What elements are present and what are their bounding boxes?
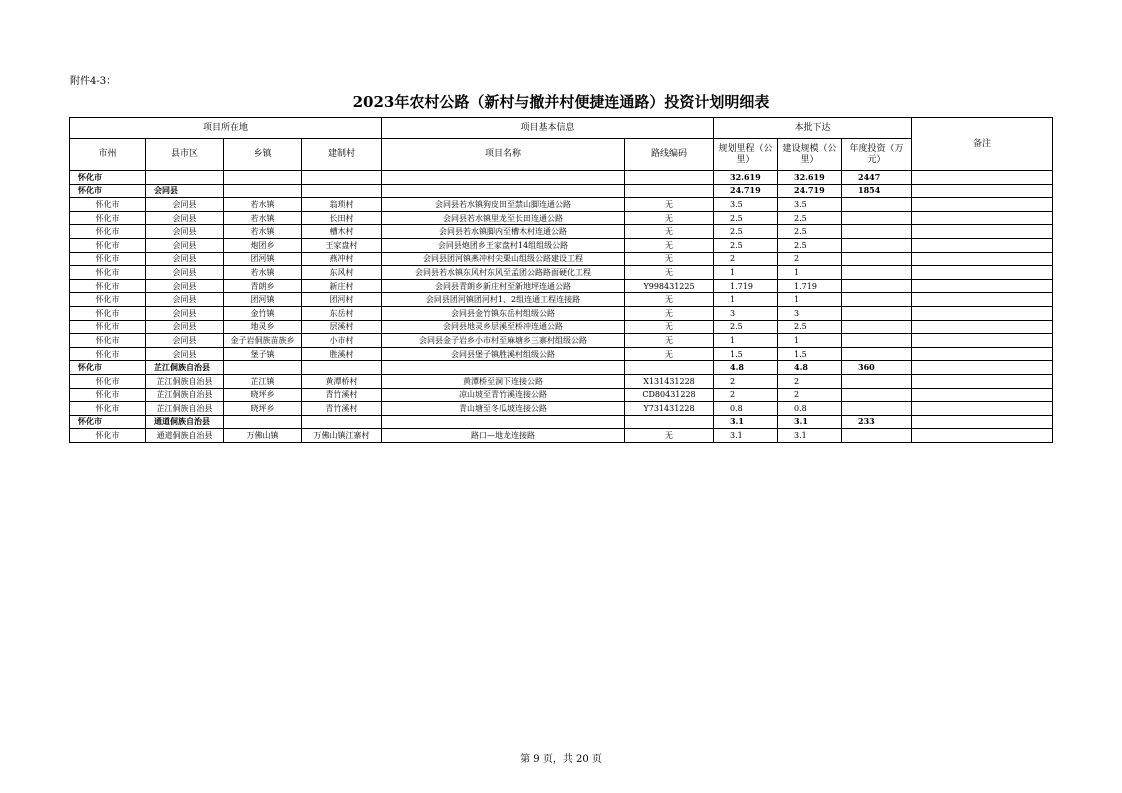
cell-project: 会同县若水镇狗皮田至禁山脚连通公路 bbox=[382, 198, 625, 212]
cell-scale: 3 bbox=[778, 306, 842, 320]
cell-scale: 24.719 bbox=[778, 184, 842, 198]
cell-code: 无 bbox=[625, 306, 714, 320]
cell-remark bbox=[912, 279, 1053, 293]
cell-project: 会同县若水镇里龙至长田连通公路 bbox=[382, 211, 625, 225]
cell-county: 会同县 bbox=[146, 252, 224, 266]
cell-scale: 2.5 bbox=[778, 238, 842, 252]
cell-invest bbox=[842, 429, 912, 443]
cell-invest bbox=[842, 198, 912, 212]
cell-town: 金竹镇 bbox=[224, 306, 302, 320]
cell-planned: 2 bbox=[714, 252, 778, 266]
cell-remark bbox=[912, 388, 1053, 402]
cell-city: 怀化市 bbox=[70, 198, 146, 212]
cell-code: 无 bbox=[625, 347, 714, 361]
cell-code: 无 bbox=[625, 320, 714, 334]
cell-remark bbox=[912, 238, 1053, 252]
cell-village bbox=[302, 171, 382, 185]
cell-invest: 360 bbox=[842, 361, 912, 375]
table-row bbox=[70, 388, 1053, 402]
cell-planned: 2.5 bbox=[714, 238, 778, 252]
table-row bbox=[70, 347, 1053, 361]
header-location: 项目所在地 bbox=[70, 118, 382, 139]
cell-remark bbox=[912, 171, 1053, 185]
header-county: 县市区 bbox=[146, 139, 224, 171]
header-project-info: 项目基本信息 bbox=[382, 118, 714, 139]
cell-planned: 1 bbox=[714, 293, 778, 307]
cell-code: 无 bbox=[625, 211, 714, 225]
cell-county: 芷江侗族自治县 bbox=[146, 402, 224, 416]
header-project-name: 项目名称 bbox=[382, 139, 625, 171]
cell-county: 通道侗族自治县 bbox=[146, 429, 224, 443]
subtotal-row bbox=[70, 415, 1053, 429]
cell-town: 地灵乡 bbox=[224, 320, 302, 334]
cell-village: 层溪村 bbox=[302, 320, 382, 334]
cell-project: 会同县团河镇团河村1、2组连通工程连接路 bbox=[382, 293, 625, 307]
cell-city: 怀化市 bbox=[70, 252, 146, 266]
cell-town bbox=[224, 361, 302, 375]
cell-scale: 3.1 bbox=[778, 415, 842, 429]
cell-code: 无 bbox=[625, 334, 714, 348]
cell-planned: 32.619 bbox=[714, 171, 778, 185]
cell-project: 会同县地灵乡层溪至桥冲连通公路 bbox=[382, 320, 625, 334]
header-planned-mileage: 规划里程（公里） bbox=[714, 139, 778, 171]
cell-scale: 1.5 bbox=[778, 347, 842, 361]
cell-village: 胜溪村 bbox=[302, 347, 382, 361]
cell-scale: 1 bbox=[778, 266, 842, 280]
cell-project: 黄潭桥至洞下连接公路 bbox=[382, 374, 625, 388]
table-row bbox=[70, 279, 1053, 293]
cell-invest: 2447 bbox=[842, 171, 912, 185]
cell-project bbox=[382, 171, 625, 185]
cell-city: 怀化市 bbox=[70, 293, 146, 307]
header-annual-investment: 年度投资（万元） bbox=[842, 139, 912, 171]
cell-invest bbox=[842, 225, 912, 239]
cell-town: 若水镇 bbox=[224, 198, 302, 212]
cell-planned: 0.8 bbox=[714, 402, 778, 416]
cell-town: 若水镇 bbox=[224, 266, 302, 280]
cell-county: 会同县 bbox=[146, 225, 224, 239]
cell-scale: 1.719 bbox=[778, 279, 842, 293]
cell-city: 怀化市 bbox=[70, 225, 146, 239]
cell-invest bbox=[842, 252, 912, 266]
cell-scale: 1 bbox=[778, 334, 842, 348]
cell-remark bbox=[912, 198, 1053, 212]
cell-town: 团河镇 bbox=[224, 293, 302, 307]
cell-scale: 0.8 bbox=[778, 402, 842, 416]
cell-city: 怀化市 bbox=[70, 347, 146, 361]
cell-county: 会同县 bbox=[146, 184, 224, 198]
cell-county: 会同县 bbox=[146, 198, 224, 212]
cell-city: 怀化市 bbox=[70, 415, 146, 429]
cell-planned: 1 bbox=[714, 266, 778, 280]
cell-code bbox=[625, 361, 714, 375]
cell-scale: 3.5 bbox=[778, 198, 842, 212]
cell-project: 青山塘至冬瓜坡连接公路 bbox=[382, 402, 625, 416]
cell-invest: 233 bbox=[842, 415, 912, 429]
cell-invest bbox=[842, 320, 912, 334]
cell-remark bbox=[912, 347, 1053, 361]
cell-code: Y998431225 bbox=[625, 279, 714, 293]
cell-town: 芷江镇 bbox=[224, 374, 302, 388]
cell-county: 会同县 bbox=[146, 334, 224, 348]
table-row bbox=[70, 238, 1053, 252]
table-row bbox=[70, 374, 1053, 388]
cell-county: 芷江侗族自治县 bbox=[146, 361, 224, 375]
cell-remark bbox=[912, 429, 1053, 443]
cell-village: 万佛山镇江寨村 bbox=[302, 429, 382, 443]
table-row bbox=[70, 266, 1053, 280]
cell-city: 怀化市 bbox=[70, 279, 146, 293]
cell-town bbox=[224, 171, 302, 185]
cell-town: 团河镇 bbox=[224, 252, 302, 266]
cell-village bbox=[302, 184, 382, 198]
cell-project: 会同县青朗乡新庄村至新地坪连通公路 bbox=[382, 279, 625, 293]
cell-planned: 3.5 bbox=[714, 198, 778, 212]
page-title: 2023年农村公路（新村与撤并村便捷连通路）投资计划明细表 bbox=[352, 93, 770, 111]
cell-village bbox=[302, 415, 382, 429]
cell-town: 堡子镇 bbox=[224, 347, 302, 361]
cell-code: 无 bbox=[625, 266, 714, 280]
cell-planned: 3 bbox=[714, 306, 778, 320]
cell-code: 无 bbox=[625, 198, 714, 212]
cell-project bbox=[382, 184, 625, 198]
table-row bbox=[70, 293, 1053, 307]
cell-planned: 24.719 bbox=[714, 184, 778, 198]
cell-county: 会同县 bbox=[146, 211, 224, 225]
cell-code: X131431228 bbox=[625, 374, 714, 388]
cell-remark bbox=[912, 184, 1053, 198]
cell-scale: 2.5 bbox=[778, 225, 842, 239]
cell-remark bbox=[912, 361, 1053, 375]
cell-town: 若水镇 bbox=[224, 225, 302, 239]
header-batch: 本批下达 bbox=[714, 118, 912, 139]
cell-county: 芷江侗族自治县 bbox=[146, 388, 224, 402]
cell-county: 通道侗族自治县 bbox=[146, 415, 224, 429]
cell-remark bbox=[912, 334, 1053, 348]
cell-city: 怀化市 bbox=[70, 374, 146, 388]
cell-county: 会同县 bbox=[146, 238, 224, 252]
cell-invest bbox=[842, 402, 912, 416]
cell-project: 会同县团河镇燕冲村尖栗山组级公路建设工程 bbox=[382, 252, 625, 266]
cell-scale: 32.619 bbox=[778, 171, 842, 185]
cell-county: 会同县 bbox=[146, 320, 224, 334]
cell-code: 无 bbox=[625, 252, 714, 266]
cell-invest bbox=[842, 347, 912, 361]
cell-village: 槽木村 bbox=[302, 225, 382, 239]
cell-invest bbox=[842, 334, 912, 348]
cell-village: 团河村 bbox=[302, 293, 382, 307]
cell-city: 怀化市 bbox=[70, 306, 146, 320]
cell-county: 芷江侗族自治县 bbox=[146, 374, 224, 388]
cell-code: 无 bbox=[625, 238, 714, 252]
cell-planned: 2 bbox=[714, 388, 778, 402]
cell-scale: 4.8 bbox=[778, 361, 842, 375]
cell-code bbox=[625, 171, 714, 185]
cell-town bbox=[224, 415, 302, 429]
cell-project: 会同县堡子镇胜溪村组级公路 bbox=[382, 347, 625, 361]
cell-village: 黄潭桥村 bbox=[302, 374, 382, 388]
subtotal-row bbox=[70, 184, 1053, 198]
cell-county: 会同县 bbox=[146, 306, 224, 320]
cell-remark bbox=[912, 252, 1053, 266]
cell-scale: 1 bbox=[778, 293, 842, 307]
cell-remark bbox=[912, 374, 1053, 388]
cell-code: Y731431228 bbox=[625, 402, 714, 416]
cell-remark bbox=[912, 320, 1053, 334]
cell-remark bbox=[912, 211, 1053, 225]
cell-county: 会同县 bbox=[146, 279, 224, 293]
cell-invest bbox=[842, 374, 912, 388]
cell-village bbox=[302, 361, 382, 375]
cell-code: 无 bbox=[625, 429, 714, 443]
header-city: 市州 bbox=[70, 139, 146, 171]
cell-planned: 3.1 bbox=[714, 429, 778, 443]
header-town: 乡镇 bbox=[224, 139, 302, 171]
cell-town: 若水镇 bbox=[224, 211, 302, 225]
cell-code: 无 bbox=[625, 225, 714, 239]
cell-city: 怀化市 bbox=[70, 266, 146, 280]
table-row bbox=[70, 306, 1053, 320]
cell-county: 会同县 bbox=[146, 347, 224, 361]
cell-remark bbox=[912, 225, 1053, 239]
cell-village: 小市村 bbox=[302, 334, 382, 348]
cell-project: 会同县炮团乡王家盘村14组组级公路 bbox=[382, 238, 625, 252]
cell-project bbox=[382, 361, 625, 375]
cell-town: 金子岩侗族苗族乡 bbox=[224, 334, 302, 348]
cell-town: 晓坪乡 bbox=[224, 402, 302, 416]
header-construction-scale: 建设规模（公里） bbox=[778, 139, 842, 171]
cell-town bbox=[224, 184, 302, 198]
table-row bbox=[70, 402, 1053, 416]
cell-planned: 1.719 bbox=[714, 279, 778, 293]
cell-village: 长田村 bbox=[302, 211, 382, 225]
cell-project: 凉山坡至青竹溪连接公路 bbox=[382, 388, 625, 402]
cell-town: 青朗乡 bbox=[224, 279, 302, 293]
cell-town: 炮团乡 bbox=[224, 238, 302, 252]
table-body bbox=[70, 171, 1053, 443]
cell-invest bbox=[842, 211, 912, 225]
attachment-label: 附件4-3： bbox=[70, 76, 117, 87]
cell-village: 青竹溪村 bbox=[302, 402, 382, 416]
cell-planned: 2 bbox=[714, 374, 778, 388]
cell-invest bbox=[842, 306, 912, 320]
cell-code bbox=[625, 415, 714, 429]
cell-remark bbox=[912, 306, 1053, 320]
investment-table bbox=[69, 117, 1053, 443]
cell-remark bbox=[912, 293, 1053, 307]
cell-invest bbox=[842, 388, 912, 402]
cell-remark bbox=[912, 402, 1053, 416]
cell-project: 会同县金竹镇东岳村组级公路 bbox=[382, 306, 625, 320]
cell-invest: 1854 bbox=[842, 184, 912, 198]
cell-city: 怀化市 bbox=[70, 171, 146, 185]
cell-village: 燕冲村 bbox=[302, 252, 382, 266]
cell-village: 东岳村 bbox=[302, 306, 382, 320]
cell-invest bbox=[842, 293, 912, 307]
cell-project: 路口—地龙连接路 bbox=[382, 429, 625, 443]
table-row bbox=[70, 211, 1053, 225]
cell-city: 怀化市 bbox=[70, 361, 146, 375]
cell-city: 怀化市 bbox=[70, 320, 146, 334]
cell-scale: 2 bbox=[778, 388, 842, 402]
header-route-code: 路线编码 bbox=[625, 139, 714, 171]
cell-project bbox=[382, 415, 625, 429]
cell-project: 会同县若水镇东风村东风至孟团公路路面硬化工程 bbox=[382, 266, 625, 280]
cell-code: 无 bbox=[625, 293, 714, 307]
table-row bbox=[70, 429, 1053, 443]
cell-project: 会同县若水镇脚内至槽木村连通公路 bbox=[382, 225, 625, 239]
cell-invest bbox=[842, 279, 912, 293]
cell-invest bbox=[842, 238, 912, 252]
cell-county bbox=[146, 171, 224, 185]
header-remark: 备注 bbox=[912, 118, 1053, 171]
table-row bbox=[70, 252, 1053, 266]
cell-city: 怀化市 bbox=[70, 238, 146, 252]
cell-remark bbox=[912, 266, 1053, 280]
cell-county: 会同县 bbox=[146, 293, 224, 307]
cell-village: 青竹溪村 bbox=[302, 388, 382, 402]
cell-scale: 2 bbox=[778, 252, 842, 266]
header-row-columns bbox=[70, 139, 1053, 171]
cell-village: 王家盘村 bbox=[302, 238, 382, 252]
cell-code: CD80431228 bbox=[625, 388, 714, 402]
cell-scale: 2 bbox=[778, 374, 842, 388]
cell-scale: 2.5 bbox=[778, 211, 842, 225]
cell-city: 怀化市 bbox=[70, 211, 146, 225]
cell-town: 晓坪乡 bbox=[224, 388, 302, 402]
cell-scale: 2.5 bbox=[778, 320, 842, 334]
cell-invest bbox=[842, 266, 912, 280]
page-number: 第 9 页，共 20 页 bbox=[520, 754, 602, 765]
cell-planned: 2.5 bbox=[714, 225, 778, 239]
cell-planned: 1 bbox=[714, 334, 778, 348]
header-row-group bbox=[70, 118, 1053, 139]
header-village: 建制村 bbox=[302, 139, 382, 171]
cell-county: 会同县 bbox=[146, 266, 224, 280]
cell-village: 翁琐村 bbox=[302, 198, 382, 212]
cell-village: 新庄村 bbox=[302, 279, 382, 293]
cell-city: 怀化市 bbox=[70, 388, 146, 402]
table-row bbox=[70, 320, 1053, 334]
table-row bbox=[70, 198, 1053, 212]
cell-city: 怀化市 bbox=[70, 429, 146, 443]
cell-city: 怀化市 bbox=[70, 402, 146, 416]
cell-village: 东风村 bbox=[302, 266, 382, 280]
cell-scale: 3.1 bbox=[778, 429, 842, 443]
cell-planned: 2.5 bbox=[714, 320, 778, 334]
cell-planned: 1.5 bbox=[714, 347, 778, 361]
table-row bbox=[70, 225, 1053, 239]
cell-city: 怀化市 bbox=[70, 184, 146, 198]
cell-planned: 2.5 bbox=[714, 211, 778, 225]
subtotal-row bbox=[70, 361, 1053, 375]
cell-planned: 4.8 bbox=[714, 361, 778, 375]
cell-town: 万佛山镇 bbox=[224, 429, 302, 443]
cell-project: 会同县金子岩乡小市村至麻塘乡三寨村组级公路 bbox=[382, 334, 625, 348]
cell-code bbox=[625, 184, 714, 198]
cell-planned: 3.1 bbox=[714, 415, 778, 429]
cell-city: 怀化市 bbox=[70, 334, 146, 348]
cell-remark bbox=[912, 415, 1053, 429]
subtotal-row bbox=[70, 171, 1053, 185]
table-row bbox=[70, 334, 1053, 348]
